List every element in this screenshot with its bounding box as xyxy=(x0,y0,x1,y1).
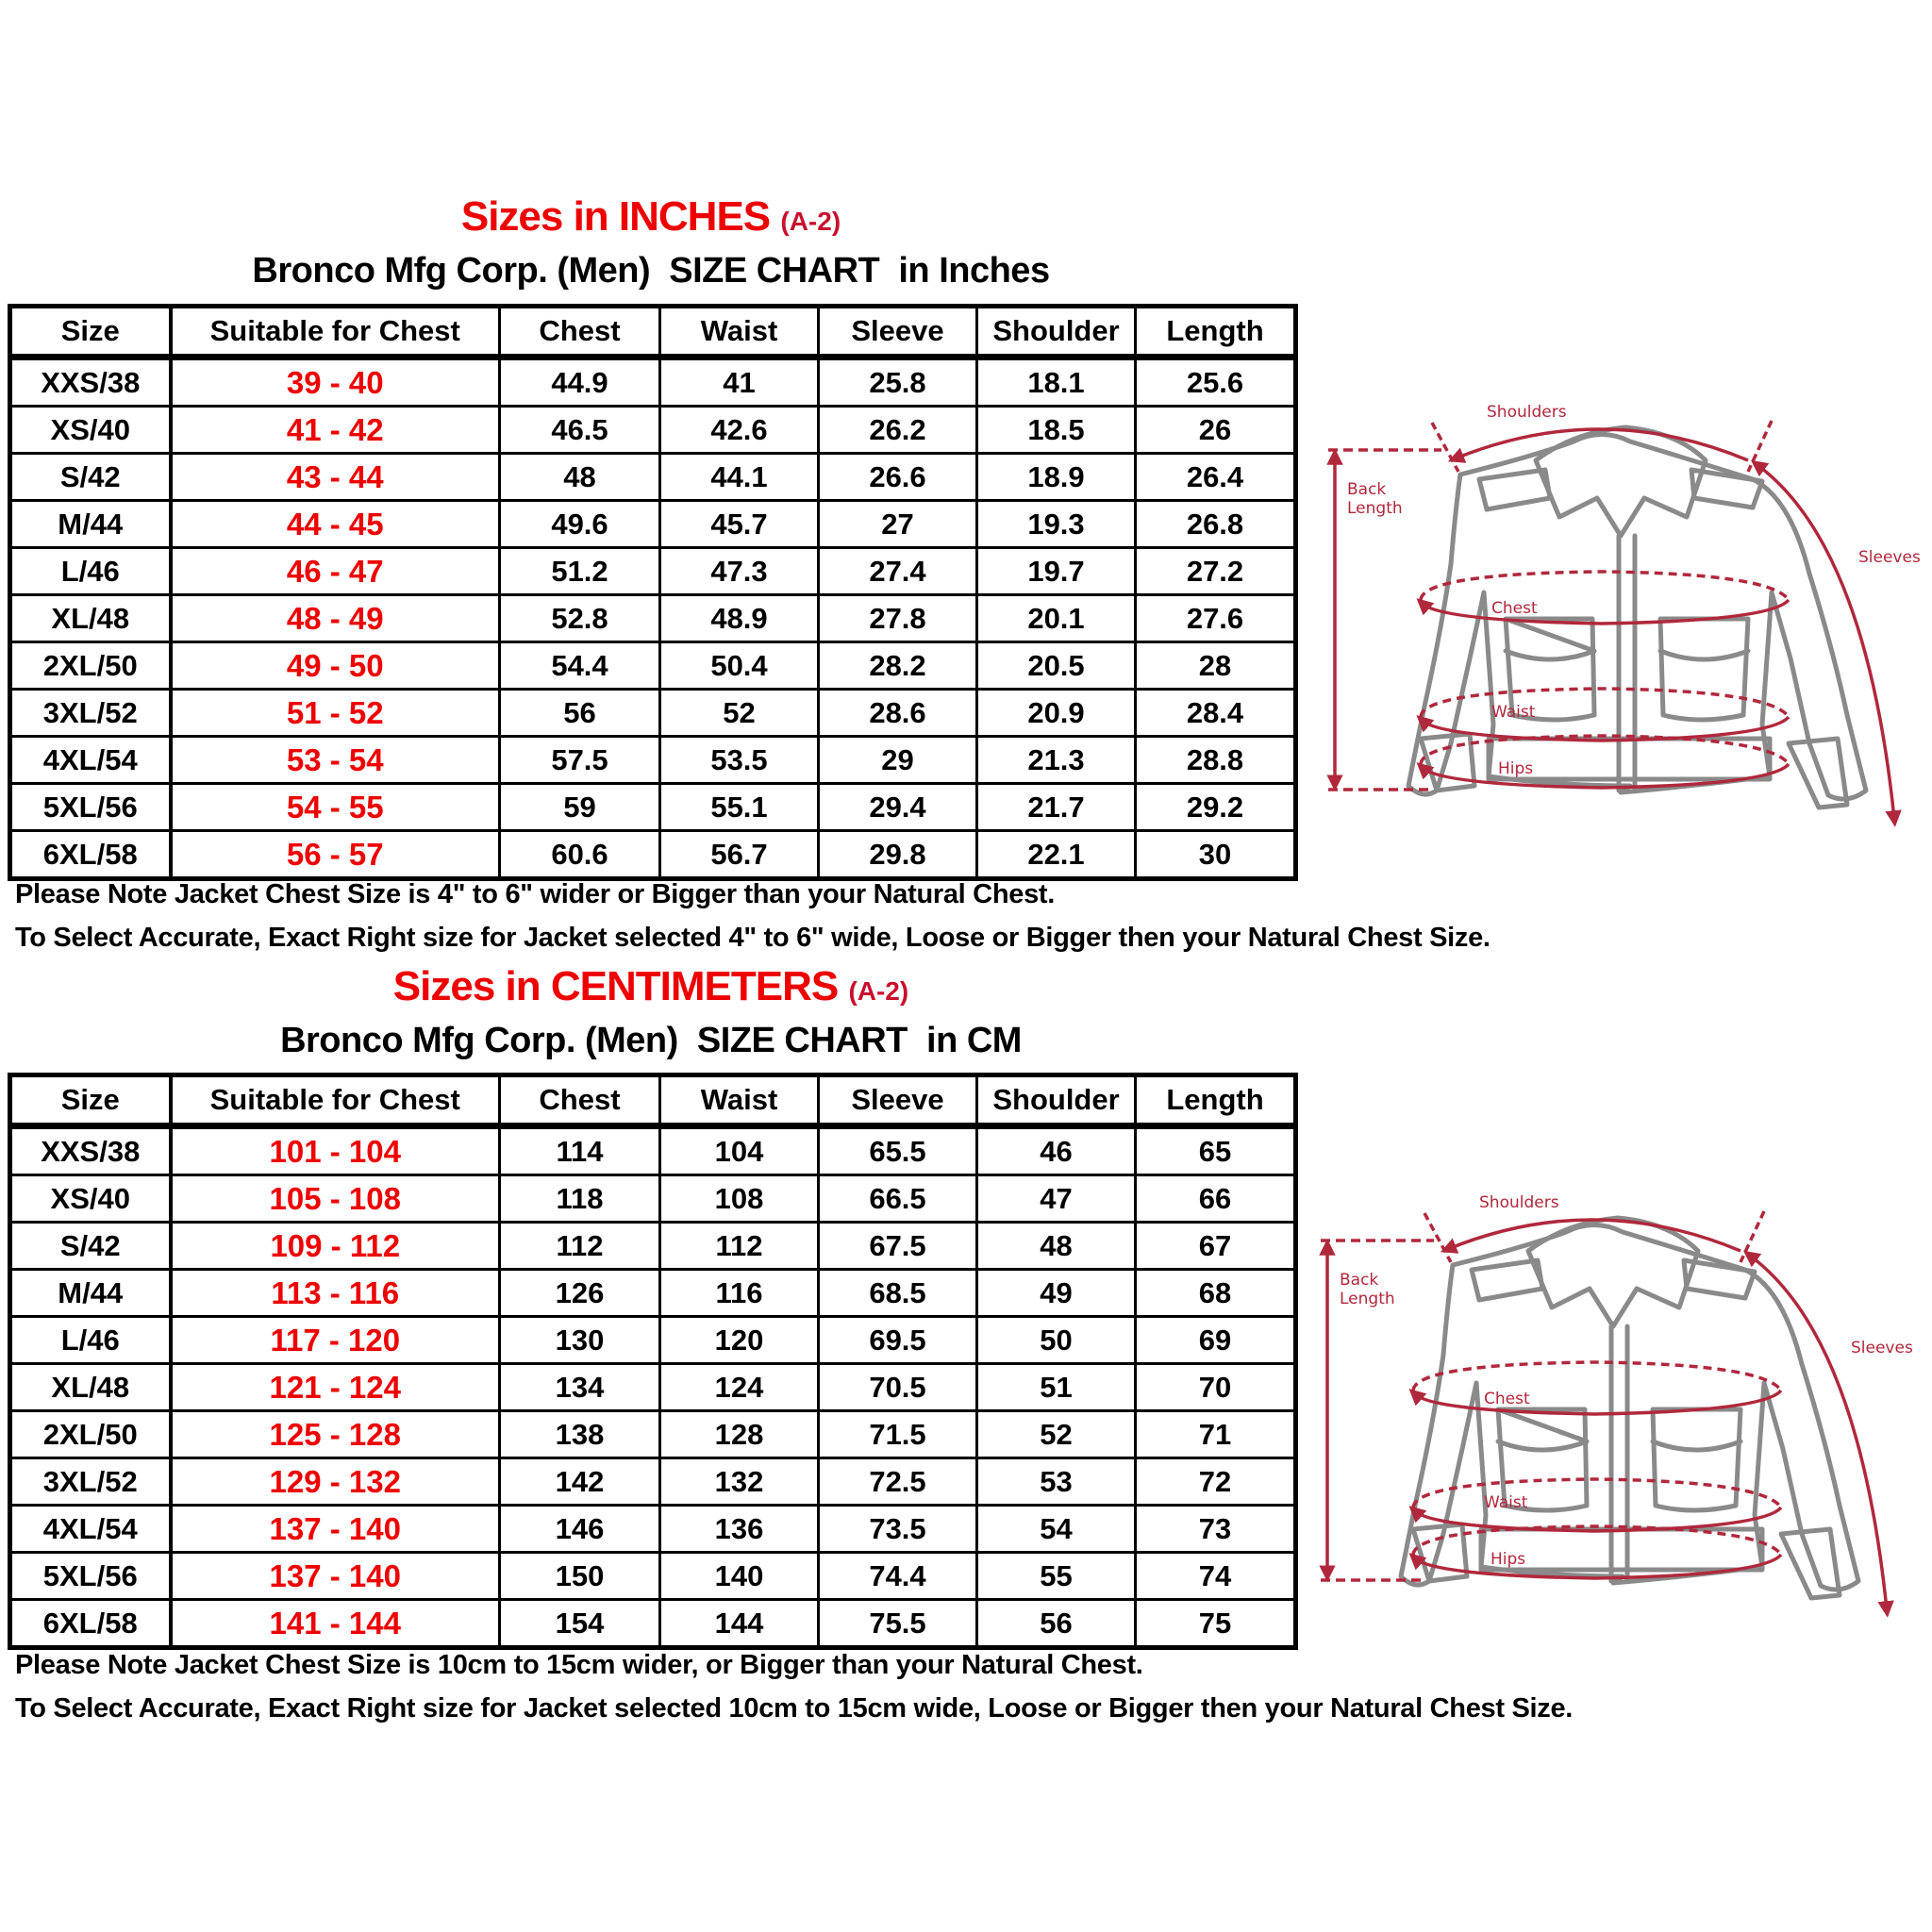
column-header-size: Size xyxy=(10,307,171,358)
label-waist: Waist xyxy=(1491,703,1536,722)
cell-size: XS/40 xyxy=(10,1175,171,1223)
column-header-size: Size xyxy=(10,1075,171,1126)
table-row xyxy=(10,595,1296,642)
cm-note-1: Please Note Jacket Chest Size is 10cm to 15cm wider, or Bigger than your Natural Chest. xyxy=(15,1650,1143,1680)
cell-size: 4XL/54 xyxy=(10,737,171,784)
table-row xyxy=(10,1364,1296,1411)
cell-sleeve: 75.5 xyxy=(819,1600,977,1648)
cell-length: 74 xyxy=(1136,1553,1296,1600)
sleeves-arrow-icon xyxy=(1750,1256,1887,1609)
table-row xyxy=(10,690,1296,737)
cell-shoulder: 20.9 xyxy=(977,690,1136,737)
cell-size: XL/48 xyxy=(10,1364,171,1411)
cell-suitable-for-chest: 117 - 120 xyxy=(171,1317,500,1364)
cell-size: 6XL/58 xyxy=(10,831,171,879)
cell-length: 26.8 xyxy=(1136,501,1296,548)
table-row xyxy=(10,1600,1296,1648)
cell-sleeve: 70.5 xyxy=(819,1364,977,1411)
table-row xyxy=(10,784,1296,831)
cell-sleeve: 67.5 xyxy=(819,1223,977,1270)
column-header-shoulder: Shoulder xyxy=(977,1075,1136,1126)
cell-size: 3XL/52 xyxy=(10,1458,171,1506)
table-row xyxy=(10,407,1296,454)
cell-length: 30 xyxy=(1136,831,1296,879)
label-chest: Chest xyxy=(1491,599,1538,618)
cell-suitable-for-chest: 121 - 124 xyxy=(171,1364,500,1411)
cell-chest: 52.8 xyxy=(500,595,660,642)
column-header-suitable-for-chest: Suitable for Chest xyxy=(171,1075,500,1126)
cell-size: 3XL/52 xyxy=(10,690,171,737)
cell-size: 4XL/54 xyxy=(10,1506,171,1553)
cell-suitable-for-chest: 101 - 104 xyxy=(171,1126,500,1175)
cell-waist: 47.3 xyxy=(660,548,819,595)
cell-chest: 142 xyxy=(500,1458,660,1506)
cell-size: 5XL/56 xyxy=(10,784,171,831)
table-row xyxy=(10,454,1296,501)
cell-chest: 44.9 xyxy=(500,358,660,407)
cell-length: 28 xyxy=(1136,642,1296,690)
cell-shoulder: 47 xyxy=(977,1175,1136,1223)
cell-chest: 150 xyxy=(500,1553,660,1600)
cell-suitable-for-chest: 137 - 140 xyxy=(171,1553,500,1600)
cell-suitable-for-chest: 54 - 55 xyxy=(171,784,500,831)
label-back-length-2: Length xyxy=(1340,1290,1395,1308)
cell-size: XXS/38 xyxy=(10,1126,171,1175)
cell-chest: 59 xyxy=(500,784,660,831)
jacket-measurement-diagram-inches xyxy=(1319,404,1923,838)
cell-size: S/42 xyxy=(10,1223,171,1270)
cell-size: L/46 xyxy=(10,548,171,595)
cell-shoulder: 19.7 xyxy=(977,548,1136,595)
cell-length: 70 xyxy=(1136,1364,1296,1411)
cell-length: 75 xyxy=(1136,1600,1296,1648)
label-shoulders: Shoulders xyxy=(1487,403,1567,422)
right-pocket xyxy=(1653,1409,1740,1510)
cell-suitable-for-chest: 141 - 144 xyxy=(171,1600,500,1648)
cell-length: 29.2 xyxy=(1136,784,1296,831)
cell-size: XL/48 xyxy=(10,595,171,642)
cell-size: M/44 xyxy=(10,501,171,548)
cm-note-2: To Select Accurate, Exact Right size for Jacket selected 10cm to 15cm wide, Loose or Bigger then your Natural Chest Size. xyxy=(15,1693,1574,1724)
inches-title xyxy=(0,193,1302,241)
cell-shoulder: 18.1 xyxy=(977,358,1136,407)
jacket-placket xyxy=(1611,1326,1627,1581)
cell-suitable-for-chest: 53 - 54 xyxy=(171,737,500,784)
label-back-length-1: Back xyxy=(1340,1271,1379,1290)
cell-sleeve: 27.8 xyxy=(819,595,977,642)
table-row xyxy=(10,831,1296,879)
inches-note-1: Please Note Jacket Chest Size is 4" to 6" wider or Bigger than your Natural Chest. xyxy=(15,879,1056,909)
cell-size: 6XL/58 xyxy=(10,1600,171,1648)
table-row xyxy=(10,642,1296,690)
cell-waist: 112 xyxy=(660,1223,819,1270)
cell-shoulder: 53 xyxy=(977,1458,1136,1506)
cell-size: 2XL/50 xyxy=(10,1411,171,1458)
cell-shoulder: 48 xyxy=(977,1223,1136,1270)
cell-chest: 112 xyxy=(500,1223,660,1270)
waist-dashed-arc xyxy=(1413,1479,1781,1507)
jacket-collar xyxy=(1528,1218,1698,1326)
cell-shoulder: 46 xyxy=(977,1126,1136,1175)
column-header-waist: Waist xyxy=(660,307,819,358)
cell-length: 25.6 xyxy=(1136,358,1296,407)
table-row xyxy=(10,1317,1296,1364)
cell-length: 65 xyxy=(1136,1126,1296,1175)
cell-waist: 53.5 xyxy=(660,737,819,784)
cell-sleeve: 71.5 xyxy=(819,1411,977,1458)
cell-length: 72 xyxy=(1136,1458,1296,1506)
column-header-sleeve: Sleeve xyxy=(819,307,977,358)
cm-title xyxy=(0,963,1302,1010)
cell-size: XXS/38 xyxy=(10,358,171,407)
cell-chest: 48 xyxy=(500,454,660,501)
cell-shoulder: 18.5 xyxy=(977,407,1136,454)
cell-waist: 104 xyxy=(660,1126,819,1175)
right-pocket xyxy=(1660,619,1748,720)
cell-length: 27.2 xyxy=(1136,548,1296,595)
epaulets xyxy=(1479,470,1762,509)
cell-size: S/42 xyxy=(10,454,171,501)
cell-sleeve: 27.4 xyxy=(819,548,977,595)
label-hips: Hips xyxy=(1491,1550,1526,1569)
cell-suitable-for-chest: 41 - 42 xyxy=(171,407,500,454)
label-sleeves: Sleeves xyxy=(1858,548,1921,567)
cell-shoulder: 19.3 xyxy=(977,501,1136,548)
table-row xyxy=(10,1458,1296,1506)
inches-size-table xyxy=(8,304,1298,881)
cell-chest: 56 xyxy=(500,690,660,737)
cell-waist: 41 xyxy=(660,358,819,407)
cell-waist: 140 xyxy=(660,1553,819,1600)
column-header-waist: Waist xyxy=(660,1075,819,1126)
table-row xyxy=(10,1223,1296,1270)
cell-shoulder: 55 xyxy=(977,1553,1136,1600)
cell-waist: 44.1 xyxy=(660,454,819,501)
table-row xyxy=(10,1553,1296,1600)
cell-shoulder: 51 xyxy=(977,1364,1136,1411)
cell-length: 26.4 xyxy=(1136,454,1296,501)
epaulets xyxy=(1472,1260,1755,1300)
cell-suitable-for-chest: 105 - 108 xyxy=(171,1175,500,1223)
cell-waist: 42.6 xyxy=(660,407,819,454)
cell-sleeve: 29.8 xyxy=(819,831,977,879)
cell-length: 69 xyxy=(1136,1317,1296,1364)
cell-waist: 52 xyxy=(660,690,819,737)
cell-waist: 120 xyxy=(660,1317,819,1364)
label-chest: Chest xyxy=(1484,1390,1530,1408)
table-row xyxy=(10,1506,1296,1553)
table-row xyxy=(10,501,1296,548)
cell-waist: 144 xyxy=(660,1600,819,1648)
cell-sleeve: 28.2 xyxy=(819,642,977,690)
cell-suitable-for-chest: 44 - 45 xyxy=(171,501,500,548)
table-header-row xyxy=(10,1075,1296,1126)
cell-chest: 114 xyxy=(500,1126,660,1175)
cell-chest: 126 xyxy=(500,1270,660,1317)
column-header-chest: Chest xyxy=(500,307,660,358)
cell-chest: 118 xyxy=(500,1175,660,1223)
cell-length: 26 xyxy=(1136,407,1296,454)
chest-dashed-arc xyxy=(1421,572,1789,600)
cell-sleeve: 69.5 xyxy=(819,1317,977,1364)
cell-chest: 57.5 xyxy=(500,737,660,784)
cell-sleeve: 73.5 xyxy=(819,1506,977,1553)
column-header-suitable-for-chest: Suitable for Chest xyxy=(171,307,500,358)
cell-chest: 46.5 xyxy=(500,407,660,454)
cell-waist: 116 xyxy=(660,1270,819,1317)
table-row xyxy=(10,1270,1296,1317)
label-back-length-1: Back xyxy=(1347,480,1387,499)
cell-chest: 134 xyxy=(500,1364,660,1411)
cell-sleeve: 27 xyxy=(819,501,977,548)
cell-waist: 55.1 xyxy=(660,784,819,831)
cell-chest: 49.6 xyxy=(500,501,660,548)
cell-waist: 132 xyxy=(660,1458,819,1506)
cell-shoulder: 22.1 xyxy=(977,831,1136,879)
sleeves-arrow-icon xyxy=(1757,465,1894,819)
cell-waist: 128 xyxy=(660,1411,819,1458)
cell-length: 27.6 xyxy=(1136,595,1296,642)
cell-sleeve: 29.4 xyxy=(819,784,977,831)
cell-shoulder: 20.1 xyxy=(977,595,1136,642)
table-row xyxy=(10,1411,1296,1458)
cell-length: 68 xyxy=(1136,1270,1296,1317)
inches-model-tag: (A-2) xyxy=(780,207,841,236)
cell-shoulder: 54 xyxy=(977,1506,1136,1553)
table-row xyxy=(10,1175,1296,1223)
cell-waist: 108 xyxy=(660,1175,819,1223)
cell-size: 5XL/56 xyxy=(10,1553,171,1600)
cm-size-table xyxy=(8,1073,1298,1650)
label-sleeves: Sleeves xyxy=(1851,1339,1913,1357)
cell-shoulder: 18.9 xyxy=(977,454,1136,501)
cell-chest: 138 xyxy=(500,1411,660,1458)
cm-title-text: Sizes in CENTIMETERS xyxy=(392,963,839,1009)
cell-length: 28.4 xyxy=(1136,690,1296,737)
cell-shoulder: 20.5 xyxy=(977,642,1136,690)
cell-length: 28.8 xyxy=(1136,737,1296,784)
cell-suitable-for-chest: 49 - 50 xyxy=(171,642,500,690)
cm-subtitle: Bronco Mfg Corp. (Men) SIZE CHART in CM xyxy=(280,1021,1022,1060)
cell-length: 73 xyxy=(1136,1506,1296,1553)
table-row xyxy=(10,548,1296,595)
cell-waist: 50.4 xyxy=(660,642,819,690)
cell-suitable-for-chest: 51 - 52 xyxy=(171,690,500,737)
column-header-shoulder: Shoulder xyxy=(977,307,1136,358)
table-row xyxy=(10,358,1296,407)
cell-waist: 48.9 xyxy=(660,595,819,642)
cell-suitable-for-chest: 125 - 128 xyxy=(171,1411,500,1458)
cell-waist: 56.7 xyxy=(660,831,819,879)
column-header-length: Length xyxy=(1136,1075,1296,1126)
inches-subtitle: Bronco Mfg Corp. (Men) SIZE CHART in Inches xyxy=(252,251,1050,291)
table-row xyxy=(10,1126,1296,1175)
cell-suitable-for-chest: 39 - 40 xyxy=(171,358,500,407)
inches-title-text: Sizes in INCHES xyxy=(460,193,771,240)
cell-suitable-for-chest: 56 - 57 xyxy=(171,831,500,879)
cell-sleeve: 66.5 xyxy=(819,1175,977,1223)
cell-suitable-for-chest: 48 - 49 xyxy=(171,595,500,642)
table-row xyxy=(10,737,1296,784)
cell-sleeve: 74.4 xyxy=(819,1553,977,1600)
cell-waist: 136 xyxy=(660,1506,819,1553)
waist-dashed-arc xyxy=(1421,689,1789,717)
cell-shoulder: 50 xyxy=(977,1317,1136,1364)
label-waist: Waist xyxy=(1484,1493,1528,1512)
jacket-measurement-diagram-cm xyxy=(1311,1194,1915,1628)
cell-length: 67 xyxy=(1136,1223,1296,1270)
cell-sleeve: 26.2 xyxy=(819,407,977,454)
cell-waist: 45.7 xyxy=(660,501,819,548)
cell-sleeve: 68.5 xyxy=(819,1270,977,1317)
cell-sleeve: 29 xyxy=(819,737,977,784)
label-back-length-2: Length xyxy=(1347,499,1403,518)
cell-suitable-for-chest: 129 - 132 xyxy=(171,1458,500,1506)
table-header-row xyxy=(10,307,1296,358)
cell-suitable-for-chest: 109 - 112 xyxy=(171,1223,500,1270)
cell-length: 66 xyxy=(1136,1175,1296,1223)
cell-size: L/46 xyxy=(10,1317,171,1364)
column-header-length: Length xyxy=(1136,307,1296,358)
cell-suitable-for-chest: 137 - 140 xyxy=(171,1506,500,1553)
cell-chest: 154 xyxy=(500,1600,660,1648)
cell-waist: 124 xyxy=(660,1364,819,1411)
column-header-sleeve: Sleeve xyxy=(819,1075,977,1126)
cell-chest: 60.6 xyxy=(500,831,660,879)
column-header-chest: Chest xyxy=(500,1075,660,1126)
label-shoulders: Shoulders xyxy=(1479,1193,1559,1212)
cell-sleeve: 28.6 xyxy=(819,690,977,737)
cell-shoulder: 21.3 xyxy=(977,737,1136,784)
label-hips: Hips xyxy=(1498,759,1534,778)
cell-chest: 54.4 xyxy=(500,642,660,690)
jacket-placket xyxy=(1619,536,1635,791)
cell-chest: 51.2 xyxy=(500,548,660,595)
cell-shoulder: 52 xyxy=(977,1411,1136,1458)
jacket-collar xyxy=(1536,427,1706,536)
inches-note-2: To Select Accurate, Exact Right size for Jacket selected 4" to 6" wide, Loose or Bigger then your Natural Chest Size. xyxy=(15,923,1491,953)
cell-size: XS/40 xyxy=(10,407,171,454)
cell-sleeve: 65.5 xyxy=(819,1126,977,1175)
cell-chest: 130 xyxy=(500,1317,660,1364)
cell-suitable-for-chest: 113 - 116 xyxy=(171,1270,500,1317)
cell-shoulder: 49 xyxy=(977,1270,1136,1317)
chest-dashed-arc xyxy=(1413,1362,1781,1391)
cell-sleeve: 25.8 xyxy=(819,358,977,407)
cell-shoulder: 56 xyxy=(977,1600,1136,1648)
cell-suitable-for-chest: 43 - 44 xyxy=(171,454,500,501)
cell-size: 2XL/50 xyxy=(10,642,171,690)
cell-sleeve: 26.6 xyxy=(819,454,977,501)
cell-shoulder: 21.7 xyxy=(977,784,1136,831)
cell-suitable-for-chest: 46 - 47 xyxy=(171,548,500,595)
cell-sleeve: 72.5 xyxy=(819,1458,977,1506)
cell-size: M/44 xyxy=(10,1270,171,1317)
cell-length: 71 xyxy=(1136,1411,1296,1458)
cm-model-tag: (A-2) xyxy=(848,976,909,1006)
cell-chest: 146 xyxy=(500,1506,660,1553)
